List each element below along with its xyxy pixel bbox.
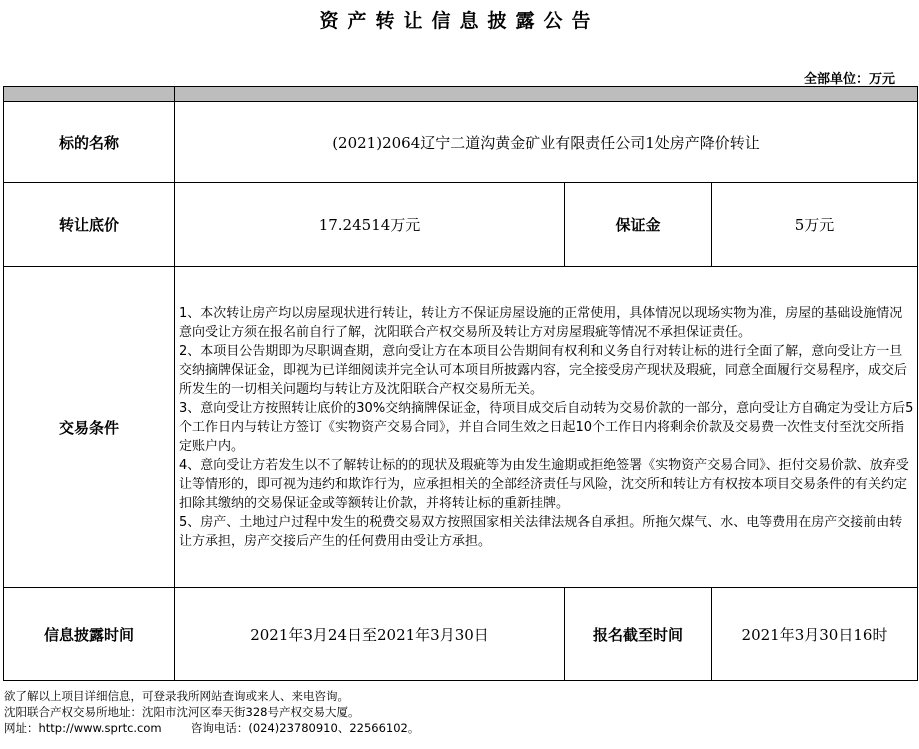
conditions-text — [175, 267, 918, 588]
unit-note: 全部单位：万元 — [803, 72, 895, 87]
conditions-label: 交易条件 — [4, 267, 175, 588]
period-label: 信息披露时间 — [4, 588, 175, 681]
deadline-value: 2021年3月30日16时 — [712, 588, 918, 681]
price-label: 转让底价 — [4, 183, 175, 267]
deadline-label: 报名截至时间 — [565, 588, 712, 681]
deposit-value: 5万元 — [712, 183, 918, 267]
conditions-row — [4, 267, 918, 588]
deposit-label: 保证金 — [565, 183, 712, 267]
condition-item: 3、意向受让方按照转让底价的30%交纳摘牌保证金，待项目成交后自动转为交易价款的一部分，意向受让方自确定为受让方后5个工作日内与转让方签订《实物资产交易合同》，并自合同生效之日起10个工作日内将剩余价款及交易费一次性支付至沈交所指定账户内。 — [179, 400, 914, 454]
footer-info: 欲了解以上项目详细信息，可登录我所网站查询或来人、来电咨询。 — [4, 689, 349, 703]
condition-item: 4、意向受让方若发生以不了解转让标的的现状及瑕疵等为由发生逾期或拒绝签署《实物资产交易合同》、拒付交易价款、放弃受让等情形的，即可视为违约和欺诈行为，应承担相关的全部经济责任与风险，沈交所和转让方有权按本项目交易条件的有关约定扣除其缴纳的交易保证金或等额转让价款，并将转让标的重新挂牌。 — [179, 457, 909, 511]
condition-item: 2、本项目公告期即为尽职调查期，意向受让方在本项目公告期间有权利和义务自行对转让标的进行全面了解，意向受让方一旦交纳摘牌保证金，即视为已详细阅读并完全认可本项目所披露内容，完全接受房产现状及瑕疵，同意全面履行交易程序，成交后所发生的一切相关问题均与转让方及沈阳联合产权交易所无关。 — [179, 343, 908, 397]
condition-item: 5、房产、土地过户过程中发生的税费交易双方按照国家相关法律法规各自承担。所拖欠煤气、水、电等费用在房产交接前由转让方承担，房产交接后产生的任何费用由受让方承担。 — [179, 514, 903, 549]
name-label: 标的名称 — [4, 102, 175, 183]
footer — [4, 688, 419, 736]
price-value: 17.24514万元 — [175, 183, 565, 267]
condition-item: 1、本次转让房产均以房屋现状进行转让，转让方不保证房屋设施的正常使用，具体情况以现场实物为准，房屋的基础设施情况意向受让方须在报名前自行了解，沈阳联合产权交易所及转让方对房屋瑕疵等情况不承担保证责任。 — [179, 305, 903, 340]
page-title: 资产转让信息披露公告 — [319, 10, 600, 32]
disclosure-table — [3, 86, 918, 681]
name-value: (2021)2064辽宁二道沟黄金矿业有限责任公司1处房产降价转让 — [175, 102, 918, 183]
period-row — [4, 588, 918, 681]
header-bar — [4, 87, 918, 102]
period-value: 2021年3月24日至2021年3月30日 — [175, 588, 565, 681]
name-row — [4, 102, 918, 183]
price-row — [4, 183, 918, 267]
footer-contact: 网址：http://www.sprtc.com 咨询电话：(024)23780910、22566102。 — [4, 721, 420, 735]
footer-address: 沈阳联合产权交易所地址：沈阳市沈河区奉天街328号产权交易大厦。 — [4, 705, 360, 719]
